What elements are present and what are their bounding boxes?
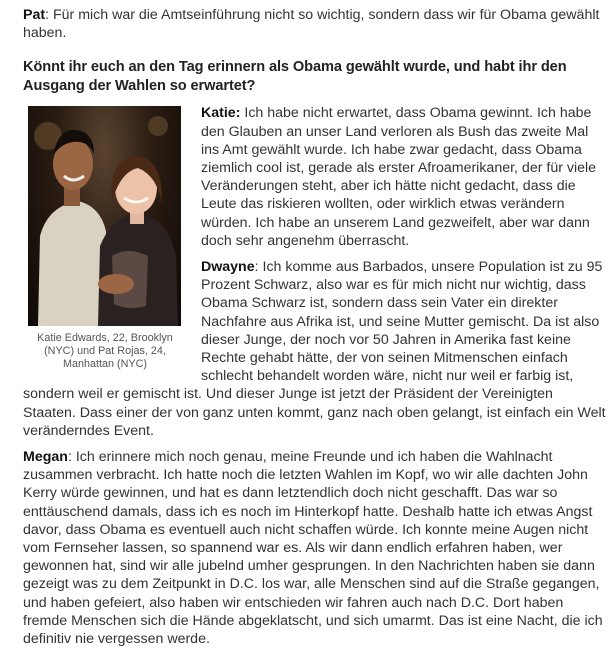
speaker-name: Dwayne (201, 259, 255, 276)
photo-illustration (28, 106, 181, 326)
answer-text: : Ich komme aus Barbados, unsere Population ist zu 95 Prozent Schwarz, also war es für mich nicht nur wichtig, dass Obama Schwarz ist, sondern dass sein Vater ein direkter Nachfahre aus Afrika ist, und seine Mutter gemischt. Da ist also dieser Junge, der noch vor 50 Jahren in Amerika fast keine Rechte gehabt hätte, der von seinen Mitmenschen einfach schlecht behandelt worden wäre, nicht nur weil er farbig ist, sondern weil er gemischt ist. Und dieser Junge ist jetzt der Präsident der Vereinigten Staaten. Dass einer der von ganz unten kommt, ganz nach oben gelangt, ist einfach ein Welt veränderndes Event. (23, 259, 606, 439)
intro-paragraph: Pat: Für mich war die Amtseinführung nicht so wichtig, sondern dass wir für Obama gewählt haben. (23, 7, 600, 42)
speaker-name: Katie: (201, 105, 241, 122)
intro-text: Für mich war die Amtseinführung nicht so wichtig, sondern dass wir für Obama gewählt haben. (23, 7, 600, 42)
speaker-name: Megan (23, 449, 68, 466)
photo-figure (25, 104, 185, 371)
speaker-name: Pat (23, 7, 46, 23)
answer-text: : Ich erinnere mich noch genau, meine Freunde und ich haben die Wahlnacht zusammen verbracht. Ich hatte noch die letzten Wahlen im Kopf, wo wir alle dachten John Kerry würde gewinnen, und hat es dann letztendlich doch nicht geschafft. Das war so enttäuschend damals, dass ich es noch im Hinterkopf hatte. Deshalb hatte ich etwas Angst davor, dass Obama es eventuell auch nicht schaffen würde. Ich konnte meine Augen nicht vom Fernseher lassen, so spannend war es. Als wir dann endlich erfahren haben, wer gewonnen hat, sind wir alle jubelnd umher gesprungen. In den Nachrichten haben sie dann gezeigt was zu dem Zeitpunkt in D.C. los war, alle Menschen sind auf die Straße gegangen, und haben gefeiert, also haben wir entschieden wir fahren auch nach D.C. Dort haben fremde Menschen sich die Hände abgeklatscht, und sich umarmt. Das ist eine Nacht, die ich definitiv nie vergessen werde. (23, 449, 603, 648)
people-photo (28, 106, 181, 326)
photo-caption: Katie Edwards, 22, Brooklyn (NYC) und Pat Rojas, 24, Manhattan (NYC) (37, 332, 173, 371)
answer-megan (23, 448, 606, 648)
interview-question: Könnt ihr euch an den Tag erinnern als Obama gewählt wurde, und habt ihr den Ausgang der Wahlen so erwartet? (23, 59, 567, 95)
answer-text: Ich habe nicht erwartet, dass Obama gewinnt. Ich habe den Glauben an unser Land verloren als Bush das zweite Mal ins Amt gewählt wurde. Ich habe zwar gedacht, dass Obama ziemlich cool ist, gerade als erster Afroamerikaner, der für viele Veränderungen steht, aber ich hätte nicht gedacht, dass die Leute das riskieren wollten, oder wirklich etwas verändern würden. Ich habe an unserem Land gezweifelt, aber war dann doch sehr angenehm überrascht. (201, 105, 597, 249)
